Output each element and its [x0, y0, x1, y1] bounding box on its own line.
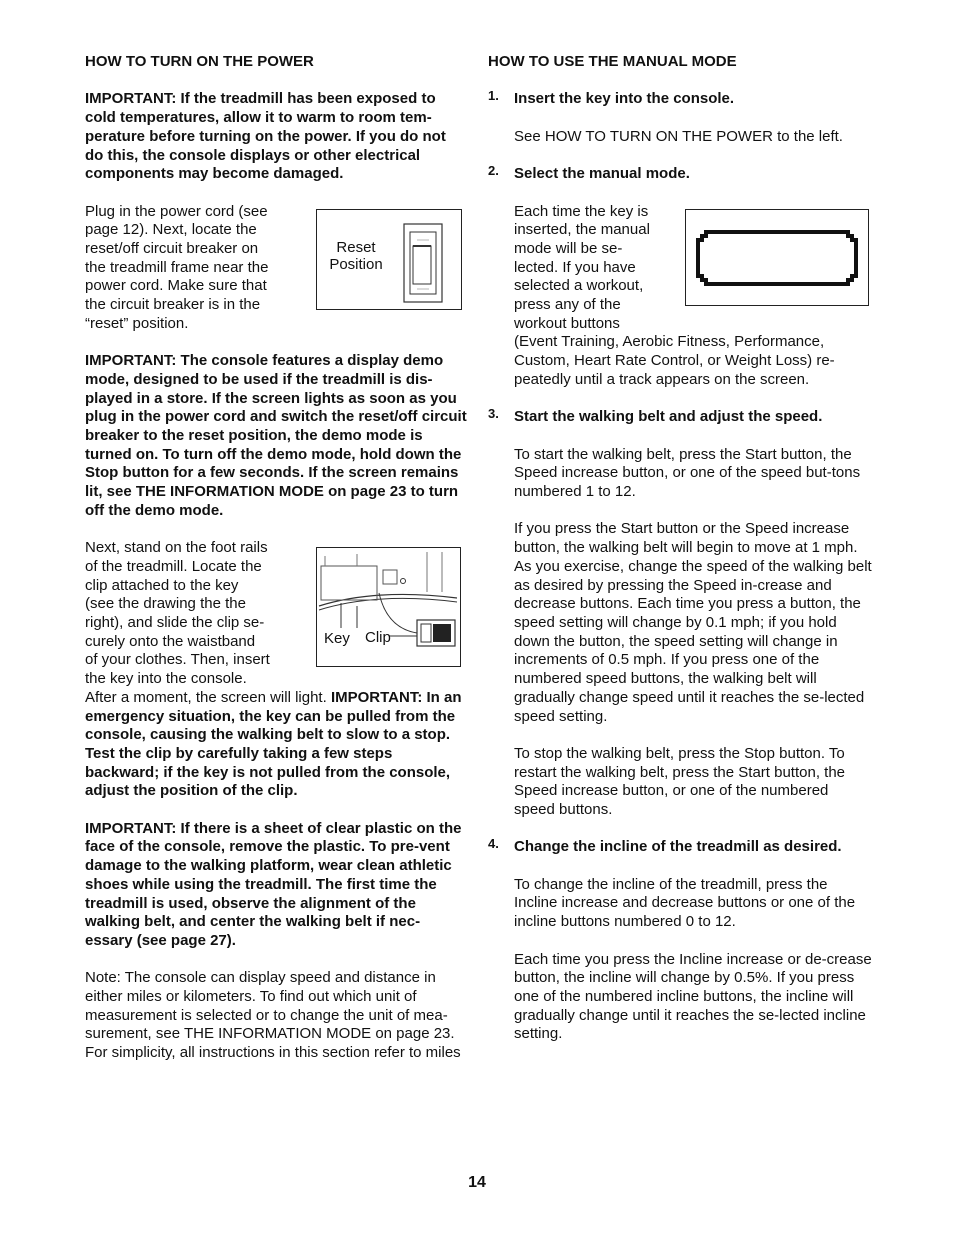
- cold-warning: IMPORTANT: If the treadmill has been exposed to cold temperatures, allow it to warm to room tem-perature before turning on the power. If you do not do this, the console displays or other electrical components may become damaged.: [85, 90, 446, 183]
- reset-breaker-figure: [316, 209, 462, 310]
- demo-mode-warning: IMPORTANT: The console features a display demo mode, designed to be used if the treadmill is dis-played in a store. If the screen lights as soon as you plug in the power cord and switch the reset/off circuit breaker to the reset position, the demo mode is turned on. To turn off the demo mode, hold down the Stop button for a few seconds. If the screen remains lit, see THE INFORMATION MODE on page 23 to turn off the demo mode.: [85, 352, 467, 519]
- track-icon: [686, 210, 868, 305]
- power-heading: HOW TO TURN ON THE POWER: [85, 53, 314, 70]
- circuit-breaker-icon: [317, 210, 461, 309]
- step-body: To change the incline of the treadmill, press the Incline increase and decrease buttons or one of the incline buttons numbered 0 to 12.: [514, 875, 856, 931]
- manual-mode-heading: HOW TO USE THE MANUAL MODE: [488, 53, 737, 70]
- step-body: To start the walking belt, press the Start button, the Speed increase button, or one of the speed but-tons numbered 1 to 12.: [514, 445, 861, 501]
- step-number: 1.: [488, 88, 499, 104]
- step-heading: Change the incline of the treadmill as desired.: [514, 838, 842, 856]
- step-heading: Insert the key into the console.: [514, 90, 735, 108]
- step-body: See HOW TO TURN ON THE POWER to the left.: [514, 127, 843, 145]
- step-4: [488, 838, 873, 1044]
- console-key-drawing: [317, 548, 460, 666]
- clip-label: Clip: [365, 629, 391, 646]
- step-number: 2.: [488, 163, 499, 179]
- right-column: [488, 53, 873, 1063]
- step-number: 3.: [488, 406, 499, 422]
- step-heading: Select the manual mode.: [514, 165, 690, 183]
- step-3: [488, 408, 873, 819]
- step-number: 4.: [488, 836, 499, 852]
- reset-position-label: Reset Position: [329, 239, 383, 273]
- track-display-figure: [685, 209, 869, 306]
- step-heading: Start the walking belt and adjust the speed.: [514, 408, 823, 426]
- step-1: [488, 90, 873, 146]
- key-clip-figure: [316, 547, 461, 667]
- step-body: Each time you press the Incline increase or de-crease button, the incline will change by 0.5%. If you press one of the numbered incline buttons, the incline will gradually change until it reaches the se-lected incline setting.: [514, 950, 872, 1043]
- units-note: Note: The console can display speed and distance in either miles or kilometers. To find out which unit of measurement is selected or to change the unit of mea-surement, see THE INFORMATION MODE on page 23. For simplicity, all instructions in this section refer to miles: [85, 969, 461, 1062]
- step-body: If you press the Start button or the Speed increase button, the walking belt will begin to move at 1 mph. As you exercise, change the speed of the walking belt as desired by pressing the Speed in-crease and decrease buttons. Each time you press a button, the speed setting will change by 0.1 mph; if you hold down the button, the speed setting will change in increments of 0.5 mph. If you press one of the numbered speed buttons, the walking belt will gradually change speed until it reaches the se-lected speed setting.: [514, 520, 872, 725]
- emergency-paragraph: After a moment, the screen will light. IMPORTANT: In an emergency situation, the key can be pulled from the console, causing the walking belt to slow to a stop. Test the clip by carefully taking a few steps backward; if the key is not pulled from the console, adjust the position of the clip.: [85, 688, 462, 800]
- page-number: 14: [468, 1174, 486, 1191]
- plastic-warning: IMPORTANT: If there is a sheet of clear plastic on the face of the console, remove the plastic. To pre-vent damage to the walking platform, wear clean athletic shoes while using the treadmill. The first time the treadmill is used, observe the alignment of the walking belt, and center the walking belt if nec-essary (see page 27).: [85, 819, 462, 949]
- stand-paragraph: Next, stand on the foot rails of the treadmill. Locate the clip attached to the key (see the drawing the the right), and slide the clip se- curely onto the waistband of your clothes. Then, insert the key into the console.: [85, 539, 270, 688]
- step-2-lines: Each time the key is inserted, the manual mode will be se- lected. If you have selected a workout, press any of the workout buttons: [514, 202, 650, 332]
- plug-in-paragraph: Plug in the power cord (see page 12). Next, locate the reset/off circuit breaker on the treadmill frame near the power cord. Make sure that the circuit breaker is in the “reset” position.: [85, 202, 269, 332]
- key-label: Key: [324, 630, 350, 647]
- step-body: To stop the walking belt, press the Stop button. To restart the walking belt, press the Start button, the Speed increase button, or one of the numbered speed buttons.: [514, 744, 846, 818]
- step-body: (Event Training, Aerobic Fitness, Performance, Custom, Heart Rate Control, or Weight Loss) re-peatedly until a track appears on the screen.: [514, 333, 835, 388]
